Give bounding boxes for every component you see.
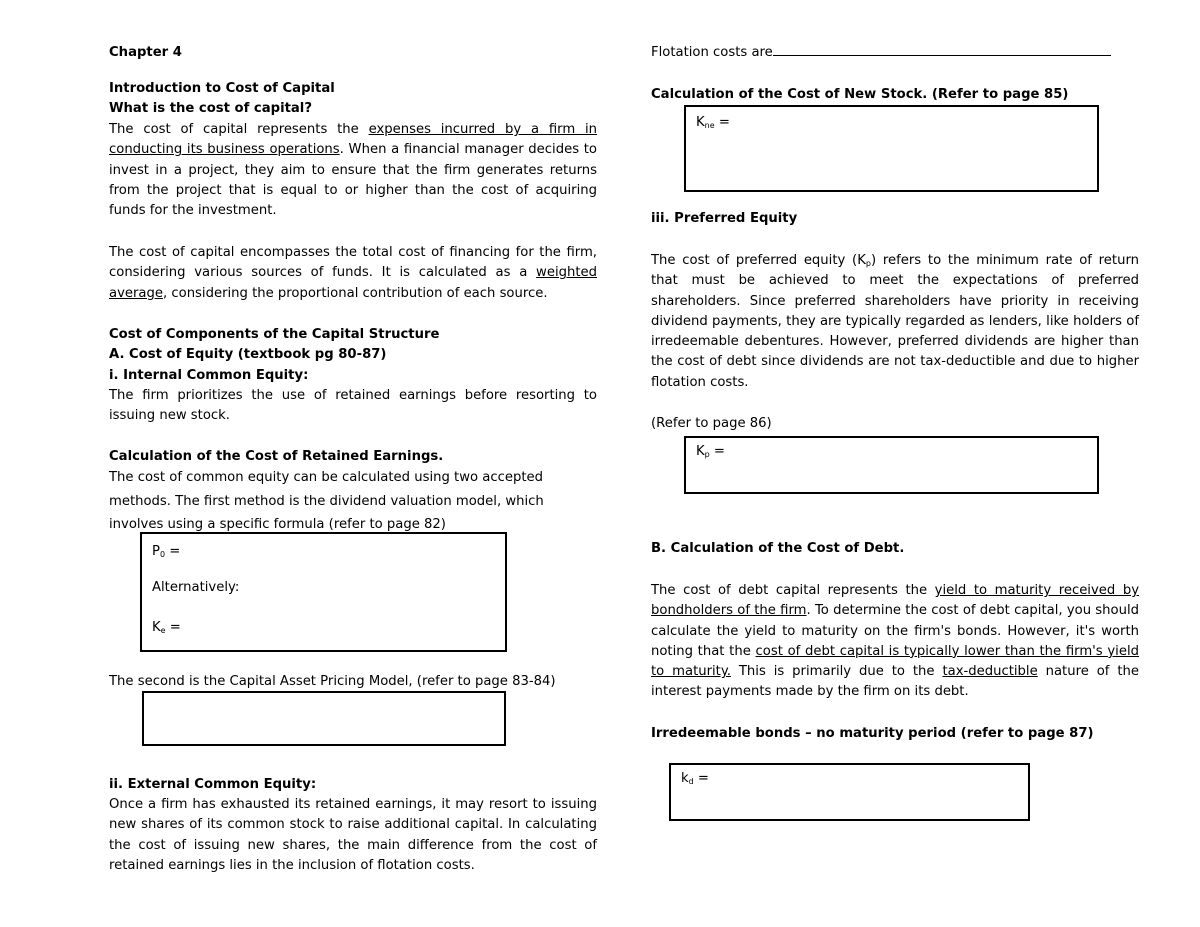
- debt-paragraph: The cost of debt capital represents the yield to maturity received by bondholders of the firm. To determine the cost of debt capital, you should calculate the yield to maturity on the firm's bonds. However, it's worth noting that the cost of debt capital is typically lower than the firm's yield to maturity. This is primarily due to the tax-deductible nature of the interest payments made by the firm on its debt.: [651, 583, 1139, 700]
- preferred-paragraph: The cost of preferred equity $(K_p)$ refers to the minimum rate of return that must be achieved to meet the expectations of preferred shareholders. Since preferred shareholders have priority in receiving dividend payments, they are typically regarded as lenders, like holders of irredeemable debentures. However, preferred dividends are higher than the cost of debt since dividends are not tax-deductible and due to higher flotation costs.: [651, 253, 1139, 390]
- flotation-line: Flotation costs are: [651, 43, 1139, 63]
- intro-heading: Introduction to Cost of Capital: [109, 81, 335, 96]
- flotation-blank[interactable]: [773, 43, 1111, 56]
- debt-formula-box[interactable]: [669, 763, 1030, 821]
- alternatively-label: Alternatively:: [152, 580, 240, 595]
- internal-heading: i. Internal Common Equity:: [109, 368, 309, 383]
- retained-line-1: The cost of common equity can be calculated using two accepted: [109, 470, 543, 485]
- external-paragraph: Once a firm has exhausted its retained earnings, it may resort to issuing new shares of its common stock to raise additional capital. In calculating the cost of issuing new shares, the main difference from the cost of retained earnings lies in the inclusion of flotation costs.: [109, 797, 597, 873]
- irredeemable-heading: Irredeemable bonds – no maturity period (refer to page 87): [651, 726, 1094, 741]
- debt-heading: B. Calculation of the Cost of Debt.: [651, 541, 905, 556]
- expenses-underline: expenses incurred by a firm in conducting its business operations: [109, 122, 597, 158]
- intro-paragraph: The cost of capital represents the expenses incurred by a firm in conducting its business operations. When a financial manager decides to invest in a project, they aim to ensure that the firm generates returns from the project that is equal to or higher than the cost of acquiring funds for the investment.: [109, 122, 597, 219]
- new-stock-heading: Calculation of the Cost of New Stock. (Refer to page 85): [651, 87, 1069, 102]
- new-stock-formula-box[interactable]: [684, 105, 1099, 192]
- chapter-title: Chapter 4: [109, 45, 182, 60]
- components-heading: Cost of Components of the Capital Structure: [109, 327, 440, 342]
- kp-label: $K_p$ =: [696, 444, 725, 459]
- kne-label: $K_{ne}$ =: [696, 115, 730, 130]
- retained-line-3: involves using a specific formula (refer to page 82): [109, 517, 446, 532]
- retained-heading: Calculation of the Cost of Retained Earnings.: [109, 449, 444, 464]
- cost-paragraph: The cost of capital encompasses the total cost of financing for the firm, considering various sources of funds. It is calculated as a weighted average, considering the proportional contribution of each source.: [109, 245, 597, 301]
- yield-underline: yield to maturity received by bondholders of the firm: [651, 583, 1139, 619]
- equity-heading: A. Cost of Equity (textbook pg 80-87): [109, 347, 387, 362]
- external-heading: ii. External Common Equity:: [109, 777, 317, 792]
- internal-paragraph: The firm prioritizes the use of retained earnings before resorting to issuing new stock.: [109, 388, 597, 424]
- kd-label: $k_d$ =: [681, 771, 709, 786]
- dividend-formula-box[interactable]: [140, 532, 507, 652]
- p0-label: $P_0$ =: [152, 544, 181, 559]
- what-heading: What is the cost of capital?: [109, 101, 312, 116]
- ke-label: $K_e$ =: [152, 620, 181, 635]
- retained-line-2: methods. The first method is the dividend valuation model, which: [109, 494, 544, 509]
- preferred-heading: iii. Preferred Equity: [651, 211, 798, 226]
- tax-deductible-underline: tax-deductible: [942, 664, 1038, 680]
- refer-86: (Refer to page 86): [651, 416, 772, 431]
- capm-text: The second is the Capital Asset Pricing Model, (refer to page 83-84): [109, 674, 556, 689]
- weighted-average-underline: weighted average: [109, 265, 597, 301]
- lower-cost-underline: cost of debt capital is typically lower than the firm's yield to maturity.: [651, 643, 1139, 680]
- preferred-formula-box[interactable]: [684, 436, 1099, 494]
- capm-formula-box[interactable]: [142, 691, 506, 746]
